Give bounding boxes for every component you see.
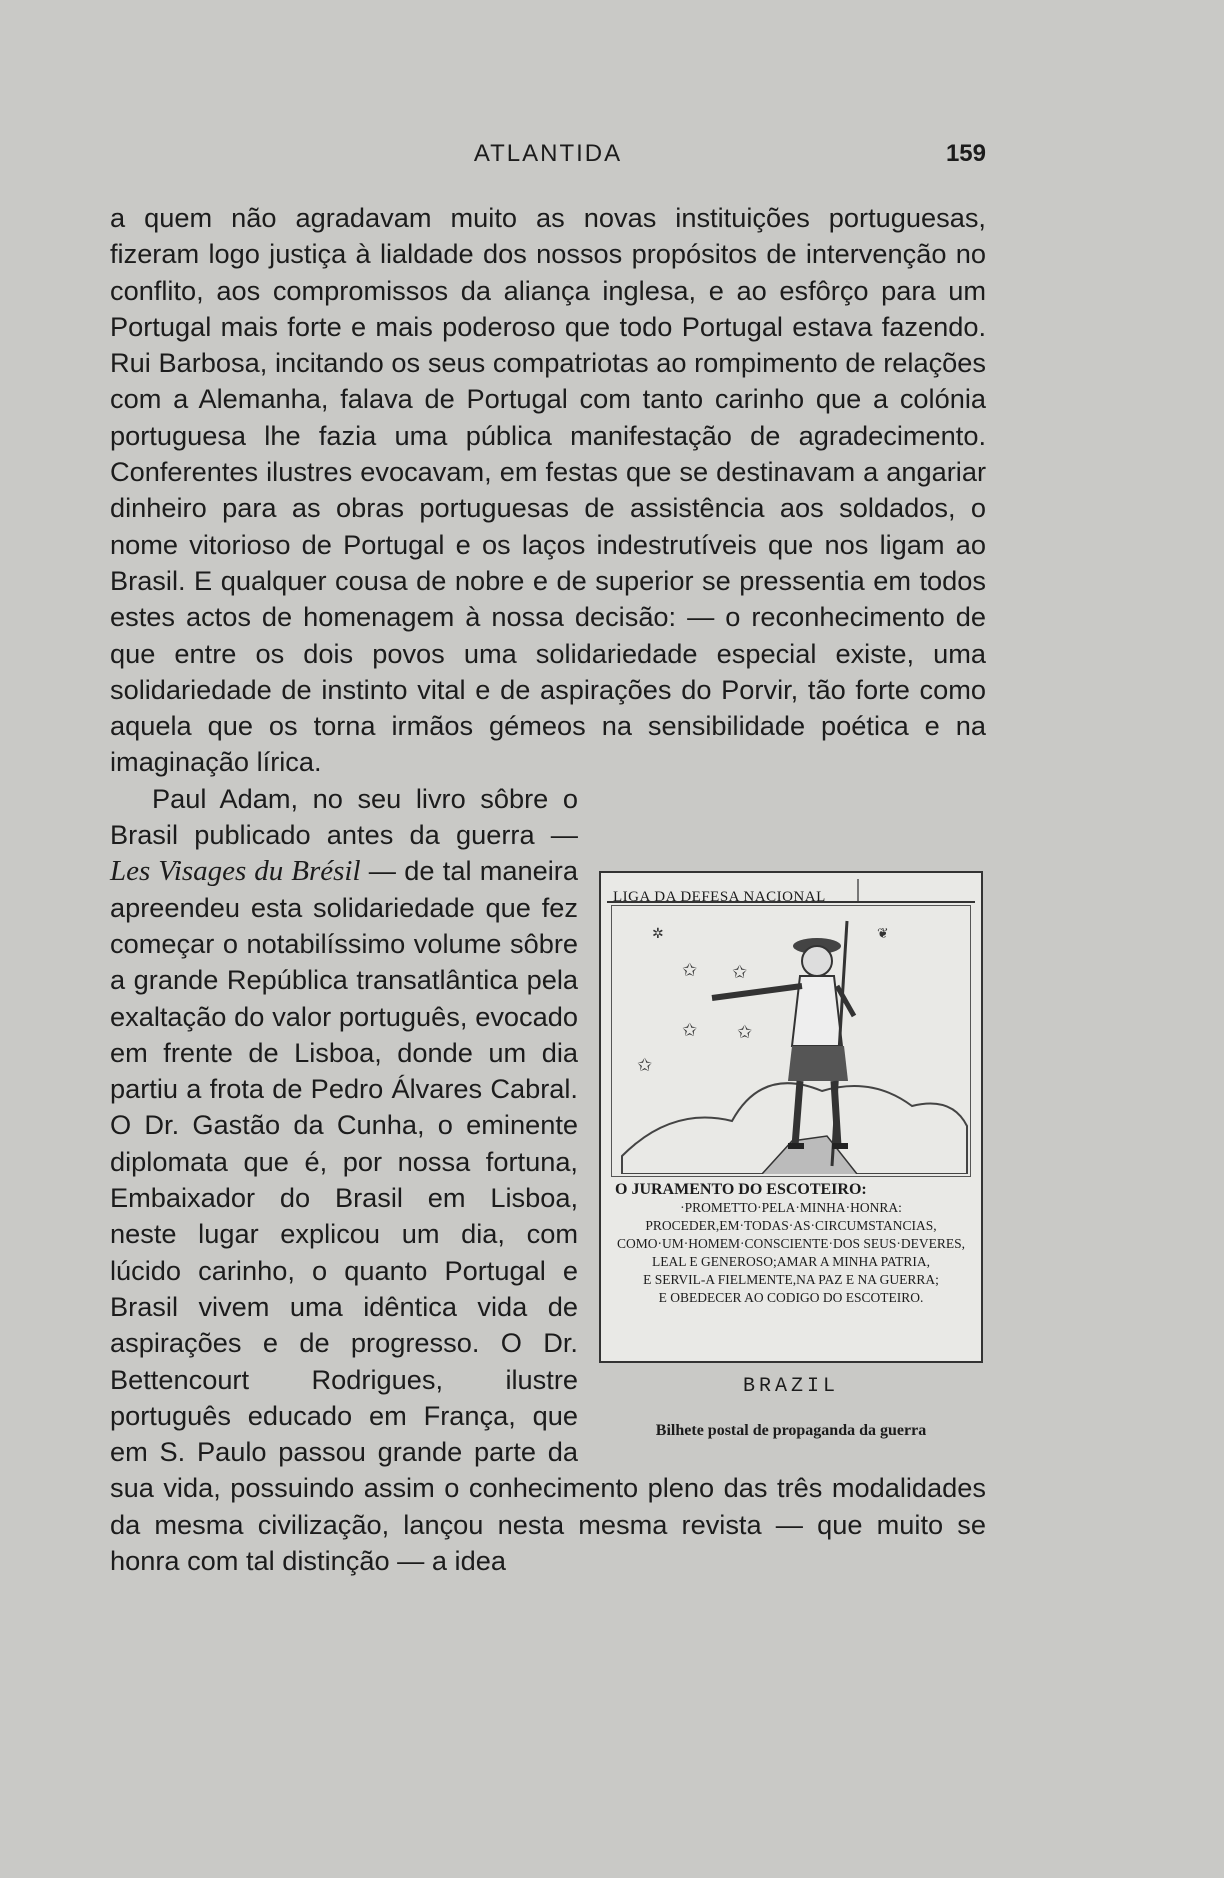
svg-text:✩: ✩ — [637, 1054, 653, 1075]
body-text — [110, 200, 986, 1579]
svg-text:✩: ✩ — [737, 1021, 753, 1042]
page-number: 159 — [945, 140, 986, 167]
svg-text:✩: ✩ — [682, 1019, 698, 1040]
oath-text — [611, 1181, 971, 1353]
svg-text:❦: ❦ — [877, 924, 889, 941]
paragraph-2-start: Paul Adam, no seu livro sôbre o Brasil publicado antes da guerra — — [110, 782, 578, 851]
figure-caption: Bilhete postal de propaganda da guerra — [655, 1422, 927, 1440]
oath-line: E OBEDECER AO CODIGO DO ESCOTEIRO. — [658, 1289, 924, 1305]
oath-line: COMO·UM·HOMEM·CONSCIENTE·DOS SEUS·DEVERES, — [616, 1235, 965, 1251]
running-title: ATLANTIDA — [473, 140, 623, 167]
oath-line: LEAL E GENEROSO;AMAR A MINHA PATRIA, — [651, 1253, 931, 1269]
svg-text:✩: ✩ — [732, 961, 748, 982]
postcard-figure — [596, 871, 986, 1450]
oath-title: O JURAMENTO DO ESCOTEIRO: — [615, 1180, 867, 1198]
scout-drawing-icon — [612, 906, 974, 1174]
scout-postcard — [599, 871, 983, 1363]
paragraph-1: a quem não agradavam muito as novas instituições portuguesas, fizeram logo justiça à lialdade dos nossos propósitos de intervenção no conflito, aos compromissos da aliança inglesa, e ao esfôrço para um Portugal mais forte e mais poderoso que todo Portugal estava fazendo. Rui Barbosa, incitando os seus compatriotas ao rompimento de relações com a Alemanha, falava de Portugal com tanto carinho que a colónia portuguesa lhe fazia uma pública manifestação de agradecimento. Conferentes ilustres evocavam, em festas que se destinavam a angariar dinheiro para as obras portuguesas de assistência aos soldados, o nome vitorioso de Portugal e os laços indestrutíveis que nos ligam ao Brasil. E qualquer cousa de nobre e de superior se pressentia em todos estes actos de homenagem à nossa decisão: — o reconhecimento de que entre os dois povos uma solidariedade especial existe, uma solidariedade de instinto vital e de aspirações do Porvir, tão forte como aquela que os torna irmãos gémeos na sensibilidade poética e na imaginação lírica. — [110, 202, 986, 778]
oath-line: ·PROMETTO·PELA·MINHA·HONRA: — [680, 1199, 902, 1215]
svg-text:✲: ✲ — [652, 924, 664, 941]
oath-line: PROCEDER,EM·TODAS·AS·CIRCUMSTANCIAS, — [645, 1217, 937, 1233]
country-label: BRAZIL — [742, 1374, 839, 1398]
paragraph-2-rest: — de tal maneira apreendeu esta solidariedade que fez começar o notabilíssimo volume sôbre a grande República transatlântica pela exaltação do valor português, evocado em frente de Lisboa, donde um dia partiu a frota de Pedro Álvares Cabral. O Dr. Gastão da Cunha, o eminente diplomata que é, por nossa fortuna, Embaixador do Brasil em Lisboa, neste lugar explicou um dia, com lúcido carinho, o quanto Portugal e Brasil vivem uma idêntica vida de aspirações e de progresso. O Dr. Bettencourt Rodrigues, ilustre português educado em França, que em S. Paulo passou grande parte da sua vida, possuindo assim o conhecimento pleno das três modalidades da mesma civilização, lançou nesta mesma revista — que muito se honra com tal distinção — a idea — [110, 855, 986, 1576]
scout-illustration — [611, 905, 971, 1177]
postcard-banner: LIGA DA DEFESA NACIONAL — [607, 879, 975, 903]
oath-line: E SERVIL-A FIELMENTE,NA PAZ E NA GUERRA; — [643, 1271, 939, 1287]
svg-text:✩: ✩ — [682, 959, 698, 980]
book-title: Les Visages du Brésil — [110, 855, 361, 888]
page-header — [110, 140, 986, 176]
